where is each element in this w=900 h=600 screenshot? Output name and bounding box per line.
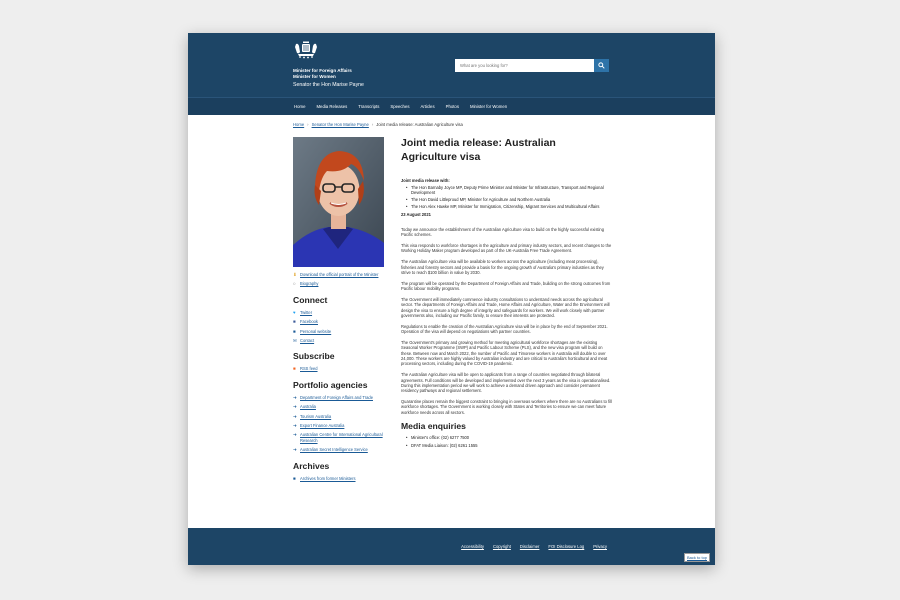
archives-heading: Archives [293, 460, 330, 471]
archive-icon: ■ [293, 475, 296, 481]
external-link-icon: ➜ [293, 447, 297, 453]
subscribe-heading: Subscribe [293, 351, 335, 362]
rss-icon: ■ [293, 366, 296, 372]
sidebar [293, 137, 389, 485]
release-date: 23 August 2021 [401, 211, 431, 217]
portfolio-item [293, 404, 389, 409]
list-item: • The Hon Alex Hawke MP, Minister for Immigration, Citizenship, Migrant Services and Multicultural Affairs [411, 204, 613, 209]
envelope-icon: ✉ [293, 338, 297, 344]
article-title: Joint media release: Australian Agriculture visa [401, 137, 556, 163]
nav-speeches[interactable]: Speeches [390, 104, 410, 109]
minister-title-line1: Minister for Foreign Affairs [293, 68, 352, 73]
external-link-icon: ➜ [293, 413, 297, 419]
biography-link[interactable]: Biography [300, 281, 319, 287]
search-input[interactable] [455, 59, 594, 72]
external-link-icon: ➜ [293, 404, 297, 410]
external-link-icon: ➜ [293, 423, 297, 429]
twitter-icon: ♥ [293, 309, 296, 315]
article-paragraph: This visa responds to workforce shortages in the agriculture and primary industry sectors, and recent changes to the Working Holiday Maker program developed as part of the UK-Australia Free Trade Agreement. [401, 243, 612, 254]
archives-item [293, 476, 389, 481]
footer-disclaimer-link[interactable]: Disclaimer [519, 544, 540, 549]
portfolio-item [293, 447, 389, 452]
portfolio-item [293, 395, 389, 400]
portfolio-link-australia[interactable]: Australia [300, 404, 316, 410]
breadcrumb [293, 122, 463, 127]
nav-home[interactable]: Home [294, 104, 306, 109]
portfolio-link-dfat[interactable]: Department of Foreign Affairs and Trade [300, 394, 373, 400]
list-item: • The Hon David Littleproud MP, Minister for Agriculture and Northern Australia [411, 197, 613, 202]
article-paragraph: The Government's primary and growing method for meeting agricultural workforce shortages are the existing Seasonal Worker Programme (SWP) and Pacific Labour Scheme (PLS), and the new visa program will build on these. Between now and March 2022, the number of Pacific and Timorese workers in Australia will double to over 24,000. These workers are highly valued by Australian industry and are critical to Australia's horticultural and meat processing sectors, including during the COVID-19 pandemic. [401, 339, 608, 367]
breadcrumb-home[interactable]: Home [293, 122, 305, 127]
breadcrumb-parent[interactable]: Senator the Hon Marise Payne [311, 122, 369, 127]
search-button[interactable] [594, 59, 609, 72]
archives-link[interactable]: Archives from former Ministers [300, 475, 356, 481]
list-item: • Minister's office: (02) 6277 7500 [411, 435, 613, 440]
article-paragraph: The Government will immediately commence industry consultations to understand needs across the agricultural sector. The departments of Foreign Affairs and Trade, Home Affairs and Agriculture, Water and the Environment will design the visa to ensure a high degree of integrity and safeguards for workers. We will work closely with partner governments also, including our Pacific family, to ensure their interests are protected. [401, 296, 610, 318]
minister-title-line2: Minister for Women [293, 74, 336, 80]
article-paragraph: Today we announce the establishment of the Australian Agriculture visa to build on the highly successful existing Pacific schemes. [401, 226, 604, 238]
list-item: • The Hon Barnaby Joyce MP, Deputy Prime Minister and Minister for Infrastructure, Transport and Regional Development [411, 185, 613, 196]
connect-item [293, 338, 389, 343]
page-container [188, 33, 715, 565]
footer-copyright-link[interactable]: Copyright [492, 544, 511, 549]
footer-foi-link[interactable]: FOI Disclosure Log [548, 544, 585, 549]
article [401, 137, 613, 450]
portfolio-link-export-finance[interactable]: Export Finance Australia [300, 423, 345, 429]
breadcrumb-current: Joint media release: Australian Agriculture visa [376, 122, 463, 127]
portfolio-item [293, 414, 389, 419]
article-paragraph: Regulations to enable the creation of the Australian Agriculture visa will be in place by the end of September 2021. Operation of the visa will depend on negotiations with partner countries. [401, 323, 608, 335]
article-paragraph: The Australian Agriculture visa will be open to applicants from a range of countries negotiated through bilateral agreements. Full conditions will be developed and implemented over the next 3 years as the visa is operationalised. During this implementation period we will work to achieve a demand driven approach and consider permanent residency pathways and regional settlement. [401, 372, 611, 394]
article-paragraph: Quarantine places remain the biggest constraint to bringing in overseas workers where there are no Australians to fill workforce shortages. The Government is working closely with States and Territories to ensure we can meet future workforce needs across all sectors. [401, 399, 612, 415]
portfolio-heading: Portfolio agencies [293, 379, 368, 390]
connect-item [293, 319, 389, 324]
main-nav [188, 97, 715, 115]
nav-minister-for-women[interactable]: Minister for Women [469, 104, 508, 109]
portfolio-item [293, 432, 389, 443]
breadcrumb-separator: › [307, 122, 309, 127]
twitter-link[interactable]: Twitter [300, 309, 313, 315]
download-portrait-link[interactable]: Download the official portrait of the Minister [300, 272, 379, 277]
portfolio-link-tourism[interactable]: Tourism Australia [300, 413, 332, 419]
footer-privacy-link[interactable]: Privacy [593, 544, 607, 549]
article-paragraph: The program will be operated by the Department of Foreign Affairs and Trade, building on the strong outcomes from Pacific labour mobility programs. [401, 280, 611, 292]
download-icon: ⬇ [293, 272, 297, 277]
list-item: • DFAT Media Liaison: (02) 6261 1555 [411, 443, 613, 448]
media-enquiries-heading: Media enquiries [401, 421, 466, 432]
nav-transcripts[interactable]: Transcripts [358, 104, 380, 109]
senator-name: Senator the Hon Marise Payne [293, 82, 364, 89]
minister-portrait [293, 137, 384, 267]
footer-accessibility-link[interactable]: Accessibility [461, 544, 484, 549]
minister-title-block [293, 68, 364, 89]
joint-release-label: Joint media release with: [401, 178, 450, 183]
nav-photos[interactable]: Photos [445, 104, 459, 109]
nav-articles[interactable]: Articles [420, 104, 435, 109]
connect-item [293, 310, 389, 315]
article-paragraph: The Australian Agriculture visa will be available to workers across the agriculture (including meat processing), fisheries and forestry sectors and provide a basis for the ongoing growth of Australia's primary industries as they strive to reach $100 billion in value by 2030. [401, 259, 604, 275]
facebook-icon: ■ [293, 319, 296, 325]
site-header [188, 33, 715, 97]
portrait-links [293, 272, 389, 287]
rss-item [293, 366, 389, 371]
search-icon [598, 62, 605, 69]
joint-release-list [411, 185, 613, 210]
connect-heading: Connect [293, 294, 328, 305]
portfolio-link-asis[interactable]: Australian Secret Intelligence Service [300, 447, 368, 453]
search-bar [455, 59, 609, 72]
facebook-link[interactable]: Facebook [300, 319, 318, 325]
portfolio-link-aciar[interactable]: Australian Centre for International Agricultural Research [300, 432, 383, 443]
nav-media-releases[interactable]: Media Releases [316, 104, 348, 109]
connect-item [293, 329, 389, 334]
rss-feed-link[interactable]: RSS feed [300, 366, 318, 372]
biography-item [293, 281, 389, 286]
external-link-icon: ➜ [293, 432, 297, 438]
external-link-icon: ➜ [293, 394, 297, 400]
breadcrumb-separator: › [371, 122, 374, 127]
media-enquiries-list [411, 435, 613, 448]
back-to-top-button[interactable]: Back to top [684, 553, 710, 562]
download-portrait-item [293, 272, 389, 277]
person-icon: ○ [293, 281, 296, 287]
contact-link[interactable]: Contact [300, 338, 315, 344]
coat-of-arms-logo[interactable] [294, 40, 318, 59]
personal-website-link[interactable]: Personal website [300, 328, 332, 334]
footer-links [452, 544, 607, 549]
site-footer [188, 528, 715, 565]
portfolio-item [293, 423, 389, 428]
website-icon: ■ [293, 328, 296, 334]
